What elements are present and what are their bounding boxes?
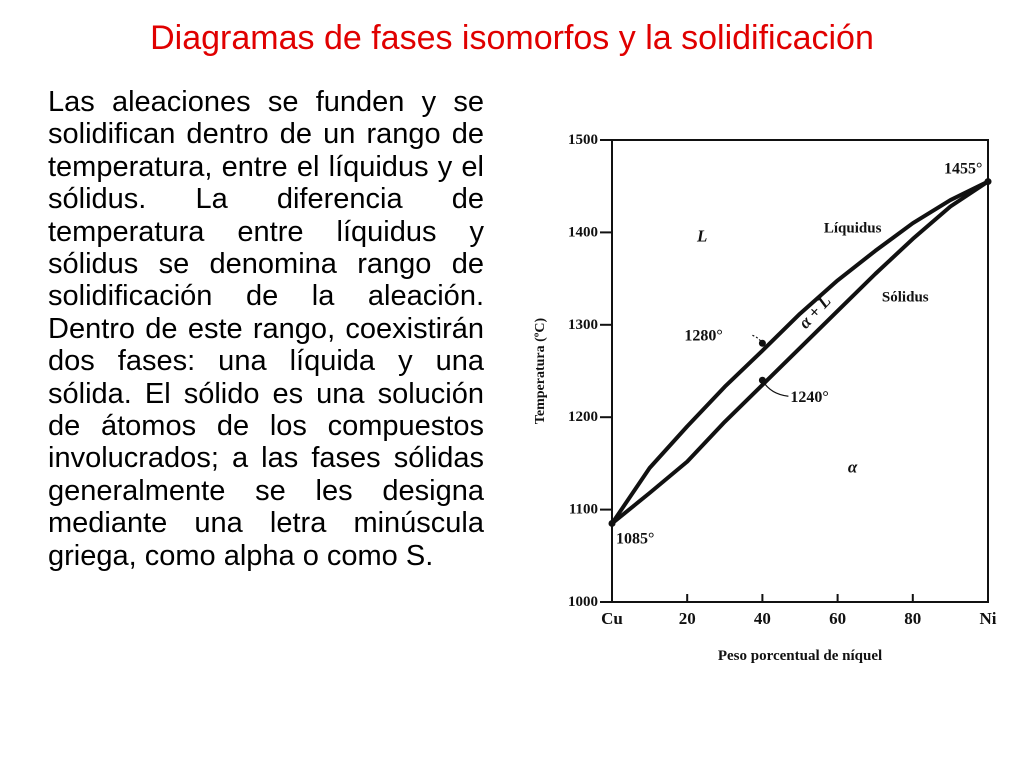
x-tick-label: Ni	[979, 609, 997, 628]
series-solidus-line	[612, 182, 988, 524]
phase-diagram-chart	[520, 120, 1000, 680]
y-tick-label: 1300	[568, 316, 598, 333]
plot-frame	[612, 140, 988, 602]
y-tick-label: 1200	[568, 409, 598, 426]
axis-tick-labels	[568, 132, 997, 628]
curve-label: Líquidus	[823, 220, 882, 237]
region-label: α + L	[794, 291, 835, 333]
x-tick-label: 60	[829, 609, 847, 628]
point-label-1240: 1240°	[790, 389, 829, 407]
body-paragraph: Las aleaciones se funden y se solidifican dentro de un rango de temperatura, entre el líquidus y el sólidus. La diferencia de temperatura entre líquidus y sólidus se denomina rango de solidificación de la aleación. Dentro de este rango, coexistirán dos fases: una líquida y una sólida. El sólido es una solución de átomos de los compuestos involucrados; a las fases sólidas generalmente se les designa mediante una letra minúscula griega, como alpha o como S.	[48, 86, 484, 572]
point-label-1455: 1455°	[944, 160, 983, 178]
y-tick-label: 1500	[568, 132, 598, 148]
data-point-marker	[985, 178, 992, 185]
x-tick-label: Cu	[601, 609, 623, 628]
point-label-1280: 1280°	[684, 327, 723, 345]
x-tick-label: 40	[753, 609, 771, 628]
y-tick-label: 1100	[568, 501, 598, 518]
slide-title: Diagramas de fases isomorfos y la solidificación	[150, 19, 874, 57]
x-axis-label: Peso porcentual de níquel	[717, 648, 883, 664]
region-label: L	[697, 226, 708, 246]
x-tick-label: 80	[904, 609, 922, 628]
x-tick-label: 20	[678, 609, 696, 628]
y-tick-label: 1000	[568, 594, 598, 610]
point-label-1085: 1085°	[616, 530, 655, 548]
curve-label: Sólidus	[881, 289, 929, 306]
y-axis-label: Temperatura (ºC)	[533, 317, 548, 425]
region-label: α	[847, 457, 858, 477]
axis-ticks	[600, 140, 988, 602]
series-lines	[612, 182, 988, 524]
data-point-marker	[609, 520, 616, 527]
series-liquidus-line	[612, 182, 988, 524]
y-tick-label: 1400	[568, 224, 598, 241]
